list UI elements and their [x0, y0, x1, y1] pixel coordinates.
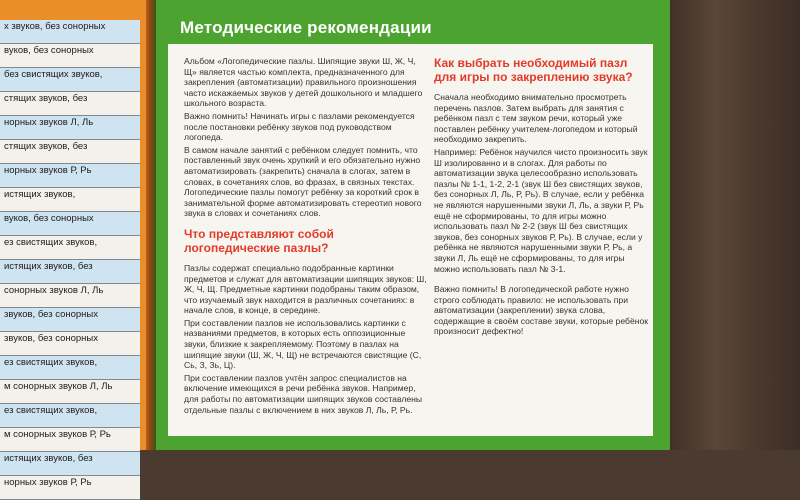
right-page [156, 0, 670, 450]
composition-note: При составлении пазлов не использовались картинки с названиями предметов, в которых есть оппозиционные звуки, близкие к закрепляемому. Поэтому в пазлах на шипящие звуки (Ш, Ж, Ч, Щ) не встречаются свистящие (С, Сь, З, Зь, Ц). [184, 317, 422, 371]
table-row: ез свистящих звуков, [0, 356, 140, 380]
left-column [184, 56, 428, 417]
table-row: м сонорных звуков Р, Рь [0, 428, 140, 452]
important-note: Важно помнить! Начинать игры с пазлами рекомендуется после постановки ребёнку звуков под руководством логопеда. [184, 110, 415, 143]
table-row: вуков, без сонорных [0, 44, 140, 68]
table-row: без свистящих звуков, [0, 68, 140, 92]
page-header [156, 0, 670, 44]
page-title: Методические рекомендации [180, 18, 432, 37]
sound-table [0, 20, 140, 500]
table-row: м сонорных звуков Л, Ль [0, 380, 140, 404]
section-heading-what-are: Что представляют собой логопедические пазлы? [184, 226, 334, 255]
table-row: истящих звуков, без [0, 260, 140, 284]
table-row: звуков, без сонорных [0, 332, 140, 356]
rule-paragraph: Важно помнить! В логопедической работе нужно строго соблюдать правило: не использовать при автоматизации (закреплении) звука слова, содержащие в своём составе звуки, которые ребёнок произносит дефектно! [434, 284, 649, 337]
book-spine [146, 0, 156, 450]
table-row: стящих звуков, без [0, 140, 140, 164]
table-row: стящих звуков, без [0, 92, 140, 116]
choose-paragraph: Сначала необходимо внимательно просмотреть перечень пазлов. Затем выбрать для занятия с ребёнком пазл с тем звуком речи, который уже поставлен ребёнку учителем-логопедом и который необходимо закрепить. [434, 92, 638, 145]
table-row: ез свистящих звуков, [0, 404, 140, 428]
left-page [0, 0, 152, 488]
table-row: норных звуков Р, Рь [0, 476, 140, 500]
specialists-paragraph: При составлении пазлов учтён запрос специалистов на включение имеющихся в речи ребёнка звуков. Например, для работы по автоматизации шипящих звуков составлены отдельные пазлы с включением в них звуков Л, Ль, Р, Рь. [184, 372, 423, 415]
table-row: сонорных звуков Л, Ль [0, 284, 140, 308]
table-row: звуков, без сонорных [0, 308, 140, 332]
content-panel [168, 44, 653, 436]
table-row: истящих звуков, [0, 188, 140, 212]
table-row: ез свистящих звуков, [0, 236, 140, 260]
automation-paragraph: В самом начале занятий с ребёнком следует помнить, что поставленный звук очень хрупкий и его обязательно нужно автоматизировать (закрепить) сначала в слогах, затем в словах, в сочетаниях слов, во фразах, в связных текстах. Логопедические пазлы помогут ребёнку за короткий срок в занимательной форме автоматизировать стереотип нового звука в словах и сочетаниях слов. [184, 144, 422, 219]
intro-paragraph: Альбом «Логопедические пазлы. Шипящие звуки Ш, Ж, Ч, Щ» является частью комплекта, предназначенного для закрепления (автоматизации) правильного произношения часто искажаемых звуков у детей дошкольного и младшего школьного возраста. [184, 56, 423, 109]
table-row: вуков, без сонорных [0, 212, 140, 236]
example-paragraph: Например: Ребёнок научился чисто произносить звук Ш изолированно и в слогах. Для работы по автоматизации звука целесообразно использовать пазлы № 1-1, 1-2, 2-1 (звук Ш без свистящих звуков, без сонорных Л, Ль, Р, Рь). В случае, если у ребёнка не являются нарушенными звуки Л, Ль, а звуки Р, Рь ещё не сформированы, то для игры можно использовать пазл № 2-2 (звук Ш без свистящих звуков, без сонорных звуков Р, Рь). В случае, если у ребёнка не являются нарушенными звуки Р, Рь, а звуки Л, Ль ещё не сформированы, то для игры можно использовать пазл № 3-1. [434, 146, 648, 274]
wooden-table-background [660, 0, 800, 450]
table-row: норных звуков Р, Рь [0, 164, 140, 188]
table-row: х звуков, без сонорных [0, 20, 140, 44]
right-column [434, 56, 652, 339]
section-heading-how-to-choose: Как выбрать необходимый пазл для игры по закреплению звука? [434, 56, 633, 84]
table-row: истящих звуков, без [0, 452, 140, 476]
puzzles-content-paragraph: Пазлы содержат специально подобранные картинки предметов и служат для автоматизации шипящих звуков: Ш, Ж, Ч, Щ. Предметные картинки подобраны таким образом, что изучаемый звук находится в различных сочетаниях: в начале слов, в конце, в середине. [184, 262, 427, 316]
table-row: норных звуков Л, Ль [0, 116, 140, 140]
